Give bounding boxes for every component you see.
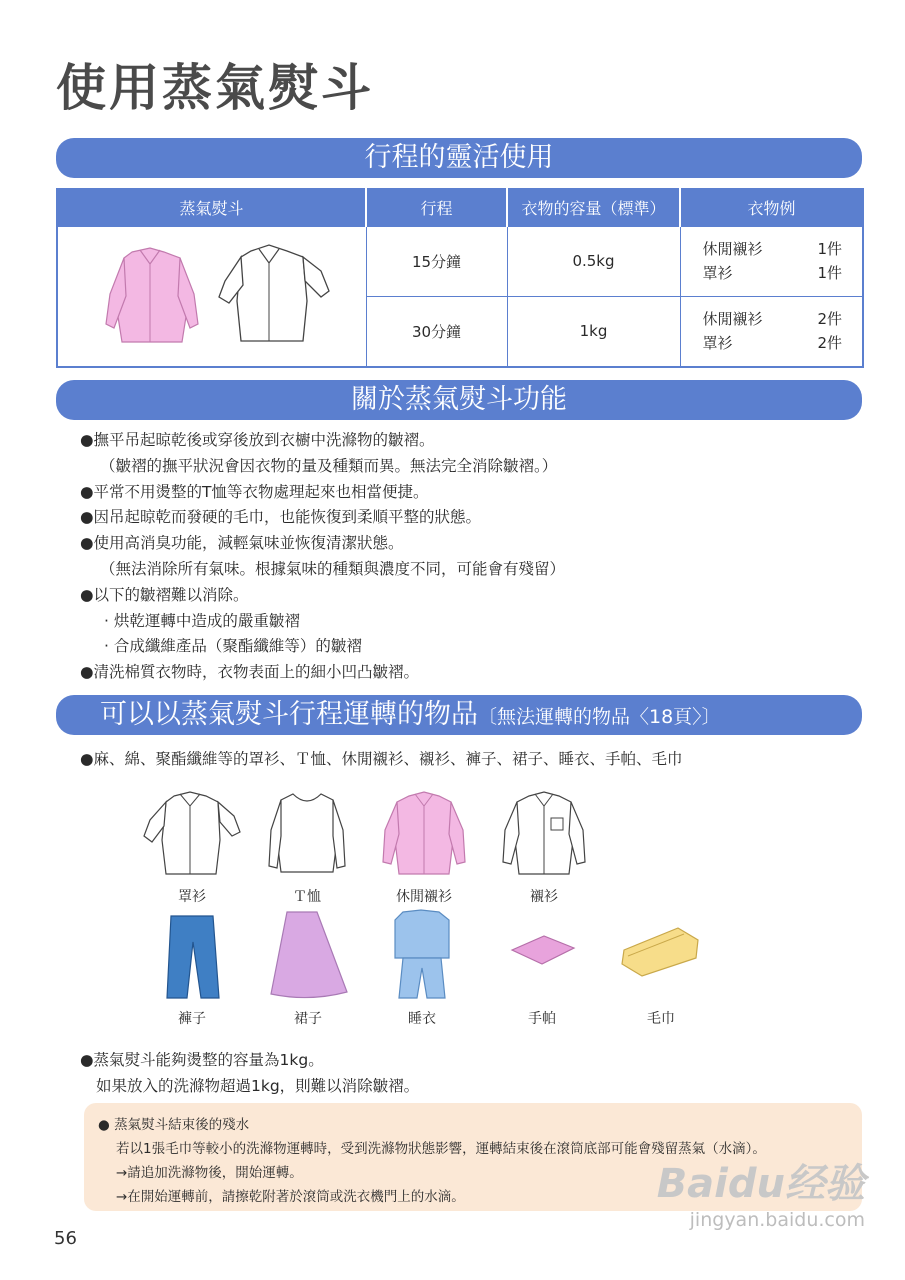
section-title: 可以以蒸氣熨斗行程運轉的物品 [100,699,478,730]
note-title: ● 蒸氣熨斗結束後的殘水 [98,1117,250,1133]
capacity-cell: 0.5kg [507,226,680,296]
table-header: 蒸氣熨斗 [57,189,366,226]
course-cell: 30分鐘 [366,296,507,367]
figure-casual-shirt [376,790,472,906]
course-cell: 15分鐘 [366,226,507,296]
figure-label: 褲子 [178,1011,206,1027]
item-name: 休閒襯衫 [702,240,763,258]
watermark-logo: Baidu经验 [656,1161,865,1207]
list-item: ● 蒸氣熨斗能夠燙整的容量為1kg。 [80,1048,419,1074]
note-line: →請追加洗滌物後，開始運轉。 [116,1165,303,1181]
item-count: 2件 [817,310,842,329]
item-name: 休閒襯衫 [702,310,763,329]
table-header: 衣物例 [680,189,863,226]
list-item: （皺褶的撫平狀況會因衣物的量及種類而異。無法完全消除皺褶。） [100,456,558,475]
list-item: ● 清洗棉質衣物時，衣物表面上的細小凹凸皺褶。 [80,660,565,686]
item-count: 1件 [817,240,842,258]
item-name: 罩衫 [702,264,733,282]
course-table [56,188,864,368]
figure-label: 罩衫 [178,889,206,905]
figure-label: 毛巾 [647,1011,675,1027]
section-subtitle-link: 〔無法運轉的物品〈18頁〉〕 [478,706,721,728]
items-cell [680,296,863,367]
figure-skirt [264,908,352,1028]
note-line: →在開始運轉前，請擦乾附著於滾筒或洗衣機門上的水滴。 [116,1189,465,1205]
item-name: 罩衫 [702,334,733,353]
list-item: ● 撫平吊起晾乾後或穿後放到衣櫥中洗滌物的皺褶。 [80,428,565,454]
pants-icon [157,912,227,1002]
towel-icon [618,920,704,980]
items-list [80,747,683,773]
list-item: 如果放入的洗滌物超過1kg，則難以消除皺褶。 [96,1076,420,1095]
blouse-icon [140,790,244,880]
item-count: 2件 [817,334,842,353]
figure-label: 休閒襯衫 [396,889,452,905]
list-item: ● 麻、綿、聚酯纖維等的罩衫、Ｔ恤、休閒襯衫、襯衫、褲子、裙子、睡衣、手帕、毛巾 [80,747,683,773]
figure-label: 裙子 [294,1011,322,1027]
table-header: 行程 [366,189,507,226]
figure-pants [152,912,232,1028]
list-item: （無法消除所有氣味。根據氣味的種類與濃度不同，可能會有殘留） [100,559,566,578]
watermark-url: jingyan.baidu.com [689,1209,865,1231]
items-cell [680,226,863,296]
list-item: ● 因吊起晾乾而發硬的毛巾，也能恢復到柔順平整的狀態。 [80,505,565,531]
figure-label: Ｔ恤 [293,889,321,905]
figure-pajamas [378,908,466,1028]
figure-label: 襯衫 [530,889,558,905]
list-item: ● 以下的皺褶難以消除。 [80,583,565,609]
shirt-icon [499,790,589,880]
figure-tshirt [262,790,352,906]
table-header: 衣物的容量（標準） [507,189,680,226]
item-count: 1件 [817,264,842,282]
tshirt-icon [267,790,347,880]
capacity-cell: 1kg [507,296,680,367]
blouse-shirt-icon [82,239,342,349]
section-header-flex-use: 行程的靈活使用 [56,138,862,178]
page-number: 56 [54,1228,77,1249]
page-title: 使用蒸氣熨斗 [56,59,374,117]
handkerchief-icon [504,930,580,970]
figure-towel [618,920,704,1028]
pajamas-icon [379,908,465,1002]
list-item: ● 平常不用燙整的T恤等衣物處理起來也相當便捷。 [80,480,565,506]
baidu-watermark [657,1152,865,1231]
figure-label: 睡衣 [408,1011,436,1027]
shirts-illustration [57,226,366,367]
note-line: 若以1張毛巾等較小的洗滌物運轉時，受到洗滌物狀態影響，運轉結束後在滾筒底部可能會殘留蒸氣（水滴）。 [116,1141,766,1157]
section-header-items [56,695,862,735]
note-title-text: 蒸氣熨斗結束後的殘水 [114,1117,250,1133]
figure-handkerchief [504,930,580,1028]
capacity-note [80,1048,419,1100]
about-list [80,428,565,686]
section-header-about: 關於蒸氣熨斗功能 [56,380,862,420]
skirt-icon [265,908,351,1002]
list-item: · 合成纖維產品（聚酯纖維等）的皺褶 [104,637,362,656]
figure-shirt [496,790,592,906]
figure-label: 手帕 [528,1011,556,1027]
casual-shirt-icon [379,790,469,880]
figure-blouse [140,790,244,906]
list-item: · 烘乾運轉中造成的嚴重皺褶 [104,611,300,630]
list-item: ● 使用高消臭功能，減輕氣味並恢復清潔狀態。 [80,531,565,557]
